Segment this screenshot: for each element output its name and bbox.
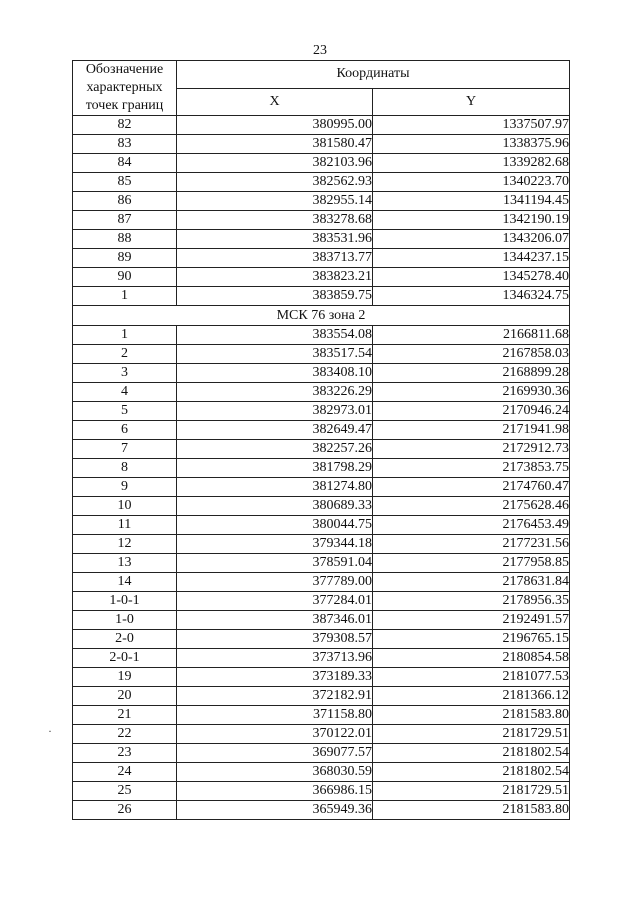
y-value-cell: 2177231.56	[373, 535, 570, 554]
table-row	[73, 649, 570, 668]
y-value-cell: 1337507.97	[373, 116, 570, 135]
point-id-cell: 85	[73, 173, 177, 192]
point-id-cell: 13	[73, 554, 177, 573]
x-value-cell: 382955.14	[177, 192, 373, 211]
point-id-cell: 3	[73, 364, 177, 383]
x-value-cell: 379344.18	[177, 535, 373, 554]
table-row	[73, 383, 570, 402]
table-row	[73, 135, 570, 154]
point-id-cell: 86	[73, 192, 177, 211]
point-id-cell: 9	[73, 478, 177, 497]
y-value-cell: 1340223.70	[373, 173, 570, 192]
table-row	[73, 402, 570, 421]
table-row	[73, 497, 570, 516]
y-value-cell: 2181077.53	[373, 668, 570, 687]
point-id-cell: 89	[73, 249, 177, 268]
y-value-cell: 2166811.68	[373, 326, 570, 345]
table-row	[73, 744, 570, 763]
x-value-cell: 369077.57	[177, 744, 373, 763]
y-value-cell: 2173853.75	[373, 459, 570, 478]
x-value-cell: 372182.91	[177, 687, 373, 706]
x-value-cell: 381274.80	[177, 478, 373, 497]
point-id-cell: 1-0	[73, 611, 177, 630]
table-row	[73, 154, 570, 173]
point-id-cell: 25	[73, 782, 177, 801]
y-value-cell: 2167858.03	[373, 345, 570, 364]
table-row	[73, 782, 570, 801]
y-value-cell: 2181802.54	[373, 744, 570, 763]
scan-mark: ·	[48, 724, 52, 738]
point-label-header: Обозначение характерных точек границ	[73, 61, 177, 116]
point-id-cell: 84	[73, 154, 177, 173]
y-value-cell: 2181729.51	[373, 725, 570, 744]
coordinates-header: Координаты	[177, 61, 570, 89]
point-id-cell: 7	[73, 440, 177, 459]
x-value-cell: 382649.47	[177, 421, 373, 440]
y-value-cell: 1343206.07	[373, 230, 570, 249]
x-value-cell: 380689.33	[177, 497, 373, 516]
point-id-cell: 4	[73, 383, 177, 402]
table-row	[73, 345, 570, 364]
y-value-cell: 2181583.80	[373, 706, 570, 725]
x-column-header: X	[177, 88, 373, 116]
point-id-cell: 2-0	[73, 630, 177, 649]
table-row	[73, 192, 570, 211]
y-value-cell: 2181729.51	[373, 782, 570, 801]
table-row	[73, 211, 570, 230]
y-value-cell: 2181802.54	[373, 763, 570, 782]
y-value-cell: 1345278.40	[373, 268, 570, 287]
x-value-cell: 377284.01	[177, 592, 373, 611]
table-row	[73, 440, 570, 459]
point-id-cell: 2	[73, 345, 177, 364]
point-id-cell: 2-0-1	[73, 649, 177, 668]
x-value-cell: 382562.93	[177, 173, 373, 192]
table-row	[73, 478, 570, 497]
point-id-cell: 83	[73, 135, 177, 154]
zone-label: МСК 76 зона 2	[73, 306, 570, 326]
page-number: 23	[313, 43, 327, 58]
y-value-cell: 2174760.47	[373, 478, 570, 497]
x-value-cell: 370122.01	[177, 725, 373, 744]
zone-section	[73, 306, 570, 326]
y-value-cell: 2177958.85	[373, 554, 570, 573]
table-row	[73, 287, 570, 306]
table-header	[73, 61, 570, 116]
table-body-top	[73, 116, 570, 306]
x-value-cell: 382103.96	[177, 154, 373, 173]
x-value-cell: 382257.26	[177, 440, 373, 459]
table-row	[73, 573, 570, 592]
table-row	[73, 421, 570, 440]
table-row	[73, 116, 570, 135]
point-id-cell: 90	[73, 268, 177, 287]
point-id-cell: 23	[73, 744, 177, 763]
table-row	[73, 230, 570, 249]
x-value-cell: 383517.54	[177, 345, 373, 364]
x-value-cell: 373189.33	[177, 668, 373, 687]
point-id-cell: 1-0-1	[73, 592, 177, 611]
x-value-cell: 380044.75	[177, 516, 373, 535]
x-value-cell: 387346.01	[177, 611, 373, 630]
table-row	[73, 364, 570, 383]
table-row	[73, 592, 570, 611]
table-row	[73, 668, 570, 687]
table-body-zone	[73, 326, 570, 820]
x-value-cell: 373713.96	[177, 649, 373, 668]
x-value-cell: 383278.68	[177, 211, 373, 230]
table-row	[73, 249, 570, 268]
x-value-cell: 383713.77	[177, 249, 373, 268]
x-value-cell: 382973.01	[177, 402, 373, 421]
x-value-cell: 383554.08	[177, 326, 373, 345]
table-row	[73, 630, 570, 649]
y-column-header: Y	[373, 88, 570, 116]
x-value-cell: 371158.80	[177, 706, 373, 725]
point-id-cell: 22	[73, 725, 177, 744]
y-value-cell: 1338375.96	[373, 135, 570, 154]
point-id-cell: 14	[73, 573, 177, 592]
y-value-cell: 1344237.15	[373, 249, 570, 268]
x-value-cell: 383226.29	[177, 383, 373, 402]
point-id-cell: 20	[73, 687, 177, 706]
table-row	[73, 687, 570, 706]
table-row	[73, 268, 570, 287]
x-value-cell: 380995.00	[177, 116, 373, 135]
y-value-cell: 2168899.28	[373, 364, 570, 383]
point-id-cell: 6	[73, 421, 177, 440]
x-value-cell: 378591.04	[177, 554, 373, 573]
table-row	[73, 516, 570, 535]
point-id-cell: 11	[73, 516, 177, 535]
table-row	[73, 706, 570, 725]
point-id-cell: 87	[73, 211, 177, 230]
point-id-cell: 19	[73, 668, 177, 687]
y-value-cell: 1342190.19	[373, 211, 570, 230]
y-value-cell: 2178631.84	[373, 573, 570, 592]
table-row	[73, 535, 570, 554]
x-value-cell: 383823.21	[177, 268, 373, 287]
point-id-cell: 26	[73, 801, 177, 820]
y-value-cell: 2178956.35	[373, 592, 570, 611]
x-value-cell: 381580.47	[177, 135, 373, 154]
zone-row	[73, 306, 570, 326]
x-value-cell: 383859.75	[177, 287, 373, 306]
table-row	[73, 173, 570, 192]
x-value-cell: 366986.15	[177, 782, 373, 801]
y-value-cell: 2175628.46	[373, 497, 570, 516]
x-value-cell: 368030.59	[177, 763, 373, 782]
y-value-cell: 2176453.49	[373, 516, 570, 535]
y-value-cell: 2172912.73	[373, 440, 570, 459]
table-row	[73, 459, 570, 478]
y-value-cell: 2181366.12	[373, 687, 570, 706]
table-row	[73, 725, 570, 744]
table-row	[73, 554, 570, 573]
x-value-cell: 379308.57	[177, 630, 373, 649]
point-id-cell: 1	[73, 326, 177, 345]
y-value-cell: 2169930.36	[373, 383, 570, 402]
point-id-cell: 1	[73, 287, 177, 306]
x-value-cell: 383531.96	[177, 230, 373, 249]
point-id-cell: 12	[73, 535, 177, 554]
y-value-cell: 1341194.45	[373, 192, 570, 211]
y-value-cell: 2196765.15	[373, 630, 570, 649]
y-value-cell: 2171941.98	[373, 421, 570, 440]
point-id-cell: 82	[73, 116, 177, 135]
x-value-cell: 383408.10	[177, 364, 373, 383]
point-id-cell: 5	[73, 402, 177, 421]
x-value-cell: 365949.36	[177, 801, 373, 820]
table-row	[73, 326, 570, 345]
y-value-cell: 2170946.24	[373, 402, 570, 421]
y-value-cell: 1346324.75	[373, 287, 570, 306]
point-id-cell: 24	[73, 763, 177, 782]
y-value-cell: 2192491.57	[373, 611, 570, 630]
point-id-cell: 8	[73, 459, 177, 478]
y-value-cell: 1339282.68	[373, 154, 570, 173]
point-id-cell: 10	[73, 497, 177, 516]
y-value-cell: 2181583.80	[373, 801, 570, 820]
coordinates-table	[72, 60, 570, 820]
x-value-cell: 377789.00	[177, 573, 373, 592]
point-id-cell: 88	[73, 230, 177, 249]
point-id-cell: 21	[73, 706, 177, 725]
x-value-cell: 381798.29	[177, 459, 373, 478]
table-row	[73, 611, 570, 630]
table-row	[73, 763, 570, 782]
y-value-cell: 2180854.58	[373, 649, 570, 668]
table-row	[73, 801, 570, 820]
